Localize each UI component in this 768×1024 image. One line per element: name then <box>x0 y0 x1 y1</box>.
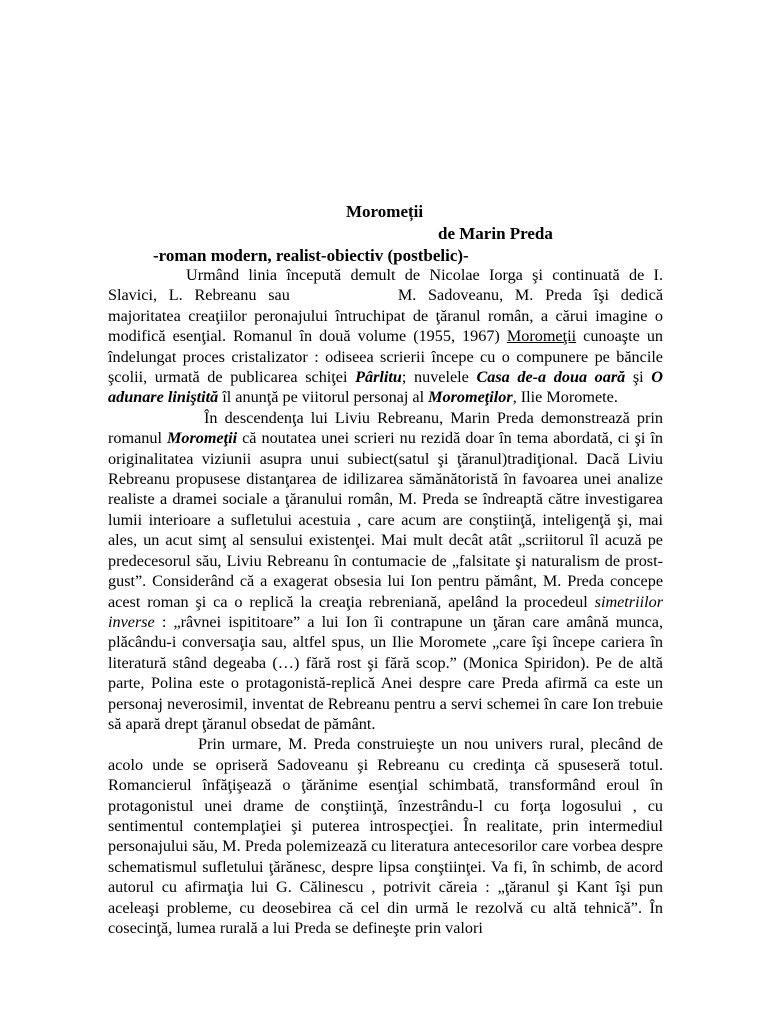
paragraph-2-text-c: : „râvnei ispititoare” a lui Ion îi contrapune un ţăran care amână munca, plăcându-i conversaţia sau, altfel spus, un Ilie Moromete „care îşi începe cariera în literatură stând degeaba (…) fără rost şi fără scop.” (Monica Spiridon). Pe de altă parte, Polina este o protagonistă-replică Anei despre care Preda afirmă ca este un personaj neverosimil, inventat de Rebreanu pentru a servi schemei în care Ion trebuie să apară drept ţăranul obsedat de pământ. <box>108 612 663 733</box>
document-body <box>108 265 663 938</box>
novel-title-underlined: Moromeţii <box>506 327 577 346</box>
title-line-subtitle: -roman modern, realist-obiectiv (postbelic)- <box>153 246 469 265</box>
paragraph-2 <box>108 408 663 735</box>
paragraph-1-text-a: Urmând linia începută demult de Nicolae Iorga şi continuată de I. Slavici, L. Rebreanu sau <box>108 266 663 305</box>
paragraph-1 <box>108 265 663 408</box>
title-line-author: de Marin Preda <box>438 224 553 243</box>
novella-title-2: O adunare liniştită <box>108 368 663 407</box>
novel-title-emphasis: Moromeţii <box>166 429 238 448</box>
sketch-title: Pârlitu <box>355 368 402 387</box>
procedure-term: simetriilor inverse <box>108 592 663 631</box>
paragraph-3 <box>108 734 663 938</box>
paragraph-1-text-f: îl anunţă pe viitorul personaj al <box>218 388 429 407</box>
paragraph-1-text-g: , Ilie Moromete. <box>512 388 618 407</box>
title-line-novel: Moromeții <box>346 202 424 221</box>
paragraph-1-text-d: ; nuvelele <box>401 368 477 387</box>
paragraph-2-text-b: că noutatea unei scrieri nu rezidă doar în tema abordată, ci şi în originalitatea viziunii asupra unui subiect(satul şi ţăranul)tradiţional. Dacă Liviu Rebreanu propusese distanţarea de idilizarea sămănătoristă în favoarea unei analize realiste a dramei sociale a ţăranului român, M. Preda se îndreaptă către investigarea lumii interioare a sufletului acestuia , care acum are conştiinţă, inteligenţă şi, mai ales, un acut simţ al sensului existenţei. Mai mult decât atât „scriitorul îl acuză pe predecesorul său, Liviu Rebreanu în contumacie de „falsitate şi naturalism de prost-gust”. Considerând că a exagerat obsesia lui Ion pentru pământ, M. Preda concepe acest roman şi ca o replică la creaţia rebreniană, apelând la procedeul <box>108 429 663 611</box>
novella-title-1: Casa de-a doua oară <box>476 368 626 387</box>
paragraph-1-text-e: şi <box>625 368 652 387</box>
paragraph-2-text-a: În descendenţa lui Liviu Rebreanu, Marin Preda demonstrează prin romanul <box>108 408 663 448</box>
paragraph-1-text-c: cunoaşte un îndelungat proces cristalizator : odiseea scrierii începe cu o compunere pe băncile şcolii, urmată de publicarea schiţei <box>108 327 664 387</box>
novel-title-genitive: Moromeţilor <box>428 388 513 407</box>
paragraph-3-text-a: Prin urmare, M. Preda construieşte un nou univers rural, plecând de acolo unde se opriseră Sadoveanu şi Rebreanu cu credinţa că spuseseră totul. Romancierul înfăţişează o ţărănime esenţial schimbată, transformând eroul în protagonistul unei drame de conştiinţă, înzestrându-l cu forţa logosului , cu sentimentul contemplaţiei şi puterea introspecţiei. În realitate, prin intermediul personajului său, M. Preda polemizează cu literatura antecesorilor care vorbea despre schematismul sufletului ţărănesc, despre lipsa conştiinţei. Va fi, în schimb, de acord autorul cu afirmaţia lui G. Călinescu , potrivit căreia : „ţăranul şi Kant îşi pun aceleaşi probleme, cu deosebirea că cel din urmă le rezolvă cu altă tehnică”. În cosecinţă, lumea rurală a lui Preda se defineşte prin valori <box>108 735 663 937</box>
paragraph-1-text-b: M. Sadoveanu, M. Preda îşi dedică majoritatea creaţiilor peronajului întruchipat de ţăranul român, a cărui imagine o modifică esenţial. Romanul în două volume (1955, 1967) <box>108 286 664 346</box>
